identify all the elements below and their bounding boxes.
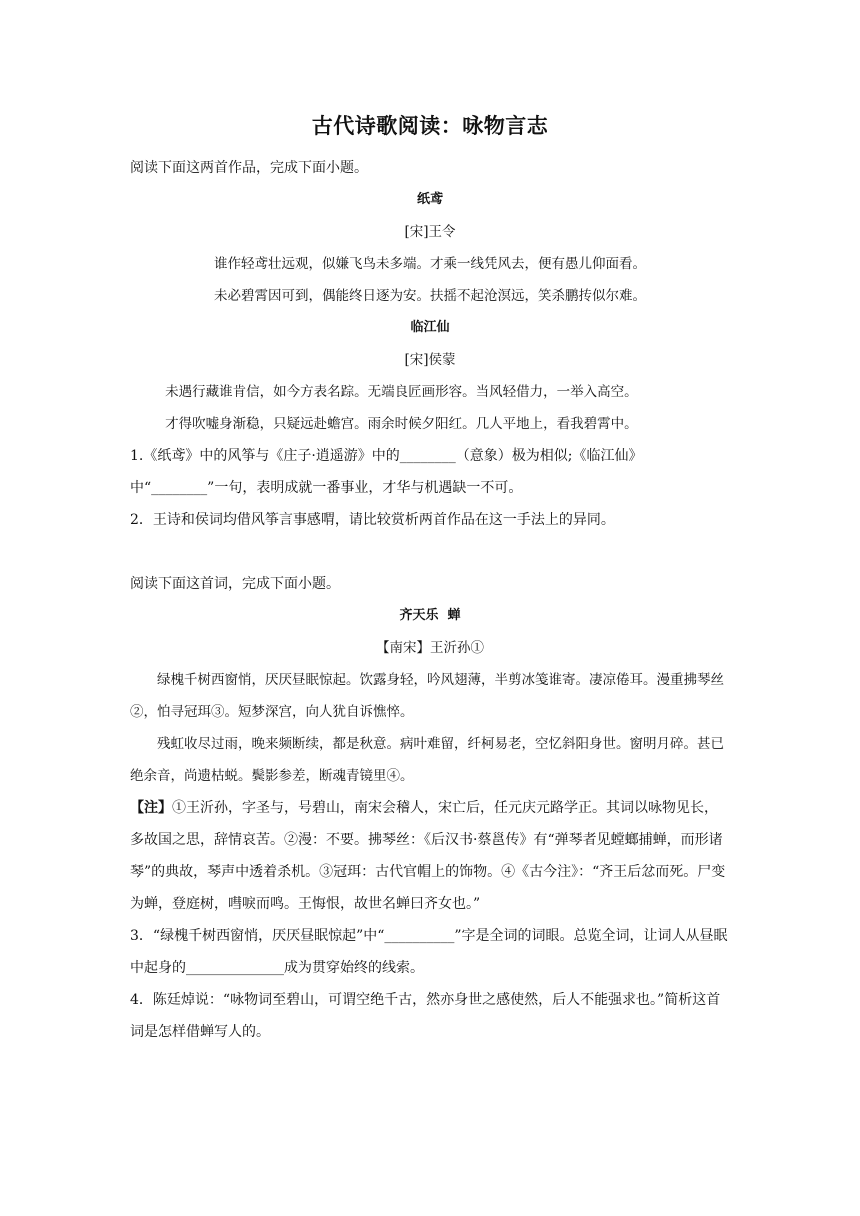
question-4: 4．陈廷焯说：“咏物词至碧山，可谓空绝千古，然亦身世之感使然，后人不能强求也。”简析这首词是怎样借蝉写人的。 (130, 992, 721, 1040)
spacer (130, 536, 730, 568)
question-3: 3．“绿槐千树西窗悄，厌厌昼眠惊起”中“__________”字是全词的词眼。总览全词，让词人从昼眠中起身的______________成为贯穿始终的线索。 (130, 928, 728, 976)
page-title: 古代诗歌阅读：咏物言志 (311, 113, 549, 138)
section2-intro: 阅读下面这首词，完成下面小题。 (130, 576, 340, 592)
poem2-author: [宋]侯蒙 (404, 352, 456, 368)
section1-intro: 阅读下面这两首作品，完成下面小题。 (130, 160, 368, 176)
poem1-title: 纸鸢 (416, 192, 443, 207)
note-label: 【注】 (130, 800, 172, 816)
poem3-title: 齐天乐 蝉 (399, 608, 461, 623)
note-text: ①王沂孙，字圣与，号碧山，南宋会稽人，宋亡后，任元庆元路学正。其词以咏物见长，多故国之思，辞情哀苦。②漫：不要。拂琴丝：《后汉书·蔡邕传》有“弹琴者见螳螂捕蝉，而形诸琴”的典故，琴声中透着杀机。③冠珥：古代官帽上的饰物。④《古今注》：“齐王后忿而死。尸变为蝉，登庭树，嘒唳而鸣。王悔恨，故世名蝉曰齐女也。” (130, 800, 726, 912)
poem3-author: 【南宋】王沂孙① (376, 640, 484, 656)
poem1-line-1: 谁作轻鸢壮远观，似嫌飞鸟未多端。才乘一线凭风去，便有愚儿仰面看。 (214, 256, 646, 272)
poem1-author: [宋]王令 (404, 224, 456, 240)
poem2-line-1: 未遇行藏谁肯信，如今方表名踪。无端良匠画形容。当风轻借力，一举入高空。 (165, 384, 638, 400)
poem3-paragraph-1: 绿槐千树西窗悄，厌厌昼眠惊起。饮露身轻，吟风翅薄，半剪冰笺谁寄。凄凉倦耳。漫重拂琴丝②，怕寻冠珥③。短梦深宫，向人犹自诉憔悴。 (130, 672, 724, 720)
question-1: 1.《纸鸢》中的风筝与《庄子·逍遥游》中的________（意象）极为相似;《临江仙》中“________”一句，表明成就一番事业，才华与机遇缺一不可。 (130, 448, 643, 496)
poem2-title: 临江仙 (410, 320, 450, 335)
question-2: 2．王诗和侯词均借风筝言事感喟，请比较赏析两首作品在这一手法上的异同。 (130, 512, 615, 528)
poem1-line-2: 未必碧霄因可到，偶能终日逐为安。扶摇不起沧溟远，笑杀鹏抟似尔难。 (214, 288, 646, 304)
poem2-line-2: 才得吹嘘身渐稳，只疑远赴蟾宫。雨余时候夕阳红。几人平地上，看我碧霄中。 (165, 416, 638, 432)
poem3-paragraph-2: 残虹收尽过雨，晚来频断续，都是秋意。病叶难留，纤柯易老，空忆斜阳身世。窗明月碎。甚已绝余音，尚遗枯蜕。鬓影参差，断魂青镜里④。 (130, 736, 724, 784)
document-page (130, 110, 730, 1048)
note (130, 792, 730, 920)
